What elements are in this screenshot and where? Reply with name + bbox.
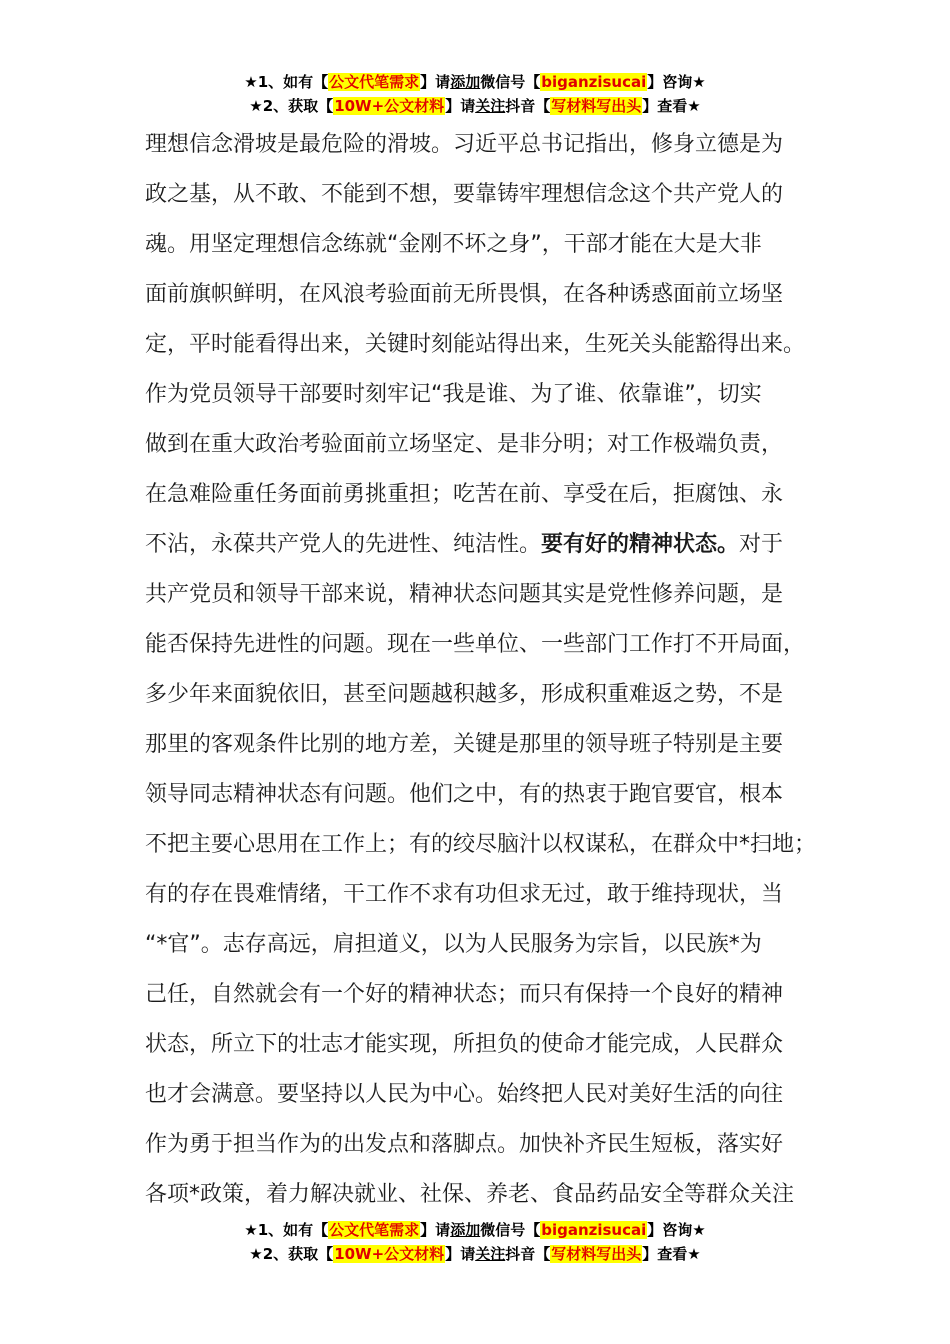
text-line: 不把主要心思用在工作上；有的绞尽脑汁以权谋私，在群众中*扫地；	[145, 832, 817, 857]
text-line-with-heading: 不沾，永葆共产党人的先进性、纯洁性。要有好的精神状态。对于	[145, 532, 784, 557]
text-line: 在急难险重任务面前勇挑重担；吃苦在前、享受在后，拒腐蚀、永	[145, 482, 784, 507]
text-line: 状态，所立下的壮志才能实现，所担负的使命才能完成，人民群众	[145, 1032, 784, 1057]
text-line: 各项*政策，着力解决就业、社保、养老、食品药品安全等群众关注	[145, 1182, 795, 1207]
text-line: 有的存在畏难情绪，干工作不求有功但求无过，敢于维持现状，当	[145, 882, 784, 907]
footer-line-1: ★1、如有【公文代笔需求】请添加微信号【biganzisucai】咨询★	[244, 1221, 706, 1239]
header-banner	[0, 70, 950, 118]
text-line: “*官”。志存高远，肩担道义，以为人民服务为宗旨，以民族*为	[145, 932, 762, 957]
text-line: 领导同志精神状态有问题。他们之中，有的热衷于跑官要官，根本	[145, 782, 784, 807]
text-line: 定，平时能看得出来，关键时刻能站得出来，生死关头能豁得出来。	[145, 332, 806, 357]
douyin-account: 写材料写出头	[551, 1245, 642, 1263]
text-line: 理想信念滑坡是最危险的滑坡。习近平总书记指出，修身立德是为	[145, 132, 784, 157]
text-line: 也才会满意。要坚持以人民为中心。始终把人民对美好生活的向往	[145, 1082, 784, 1107]
douyin-account: 写材料写出头	[551, 97, 642, 115]
footer-line-2: ★2、获取【10W+公文材料】请关注抖音【写材料写出头】查看★	[249, 1245, 701, 1263]
text-line: 己任，自然就会有一个好的精神状态；而只有保持一个良好的精神	[145, 982, 784, 1007]
text-line: 作为党员领导干部要时刻牢记“我是谁、为了谁、依靠谁”，切实	[145, 382, 762, 407]
text-line: 做到在重大政治考验面前立场坚定、是非分明；对工作极端负责，	[145, 432, 784, 457]
text-line: 面前旗帜鲜明，在风浪考验面前无所畏惧，在各种诱惑面前立场坚	[145, 282, 784, 307]
text-line: 魂。用坚定理想信念练就“金刚不坏之身”，干部才能在大是大非	[145, 232, 762, 257]
text-line: 多少年来面貌依旧，甚至问题越积越多，形成积重难返之势，不是	[145, 682, 784, 707]
text-line: 作为勇于担当作为的出发点和落脚点。加快补齐民生短板，落实好	[145, 1132, 784, 1157]
text-line: 共产党员和领导干部来说，精神状态问题其实是党性修养问题，是	[145, 582, 784, 607]
inline-heading: 要有好的精神状态。	[541, 532, 740, 557]
footer-banner	[0, 1218, 950, 1266]
text-line: 能否保持先进性的问题。现在一些单位、一些部门工作打不开局面，	[145, 632, 806, 657]
wechat-id: biganzisucai	[541, 73, 647, 91]
text-line: 政之基，从不敢、不能到不想，要靠铸牢理想信念这个共产党人的	[145, 182, 784, 207]
text-line: 那里的客观条件比别的地方差，关键是那里的领导班子特别是主要	[145, 732, 784, 757]
document-body	[145, 120, 835, 1220]
header-line-1: ★1、如有【公文代笔需求】请添加微信号【biganzisucai】咨询★	[244, 73, 706, 91]
wechat-id: biganzisucai	[541, 1221, 647, 1239]
header-line-2: ★2、获取【10W+公文材料】请关注抖音【写材料写出头】查看★	[249, 97, 701, 115]
